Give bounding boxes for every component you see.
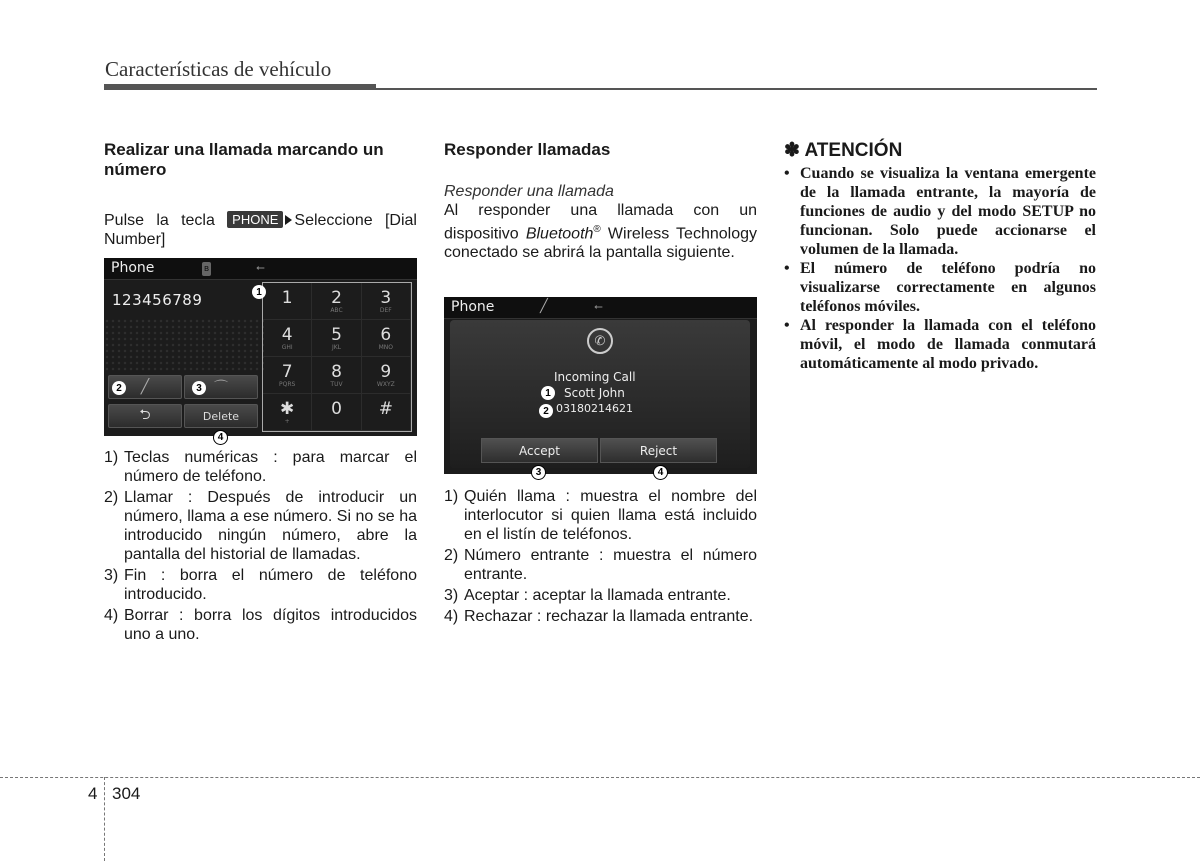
dial-screen [104,258,417,436]
attention-text: Cuando se visualiza la ventana emergente de la llamada entrante, la mayoría de funciones de audio y del modo SETUP no funcionan. Solo puede accionarse el volumen de la llamada. [800,165,1096,258]
key-letters: TUV [330,380,343,388]
list-item [104,566,417,604]
dial-screen-topbar [104,258,417,280]
key-letters: + [284,417,290,425]
attention-item: • El número de teléfono podría no visualizarse correctamente en algunos teléfonos móviles. [784,260,1096,315]
list-item [444,607,757,626]
accept-button-label: Accept [519,443,560,458]
call-handset-icon: ╱ [140,379,150,395]
key-digit: 7 [281,361,293,382]
answer-para-1: Al responder una llamada con un dispositivo [444,202,757,243]
key-9[interactable] [362,357,411,394]
header-rule-thick [104,84,376,90]
key-digit: 4 [281,324,293,345]
item-text: Fin : borra el número de teléfono introducido. [124,567,417,603]
list-item [104,606,417,644]
back-arrow-icon: ⮌ [139,407,151,423]
back-button[interactable] [108,404,182,428]
list-item [444,546,757,584]
key-letters: DEF [379,306,392,314]
item-text: Llamar : Después de introducir un número, llama a ese número. Si no se ha introducido ningún número, abre la pantalla del historial de llamadas. [124,489,417,563]
dialed-number: 123456789 [112,291,203,309]
dial-intro-pre: Pulse la tecla [104,212,215,229]
attention-heading: ✽ ATENCIÓN [784,140,903,161]
item-num: 1) [444,488,459,505]
key-digit: 6 [380,324,392,345]
key-1[interactable] [263,283,312,320]
answer-subheading: Responder una llamada [444,183,614,200]
footer-divider [0,777,1200,778]
key-letters: JKL [331,343,342,351]
item-num: 1) [104,449,119,466]
key-digit: 1 [281,287,293,308]
item-num: 4) [444,608,459,625]
item-text: Número entrante : muestra el número entrante. [464,547,757,583]
accept-button[interactable] [481,438,598,463]
attention-item: • Cuando se visualiza la ventana emergente de la llamada entrante, la mayoría de funciones de audio y del modo SETUP no funcionan. Solo puede accionarse el volumen de la llamada. [784,165,1096,258]
delete-button[interactable] [184,404,258,428]
item-text: Borrar : borra los dígitos introducidos uno a uno. [124,607,417,643]
numeric-keypad [262,282,412,432]
callout-2: 2 [539,404,553,418]
callout-3: 3 [192,381,206,395]
callout-1: 1 [252,285,266,299]
key-5[interactable] [312,320,361,357]
reject-button-label: Reject [639,443,678,458]
callout-4-dial: 4 [213,430,228,445]
list-item [444,487,757,544]
key-letters: ABC [330,306,343,314]
incoming-screen-topbar [444,297,757,319]
column-attention [784,140,1096,373]
column-answer [444,140,757,262]
dial-intro-post: Seleccione [Dial Number] [104,212,417,248]
item-num: 2) [104,489,119,506]
item-text: Rechazar : rechazar la llamada entrante. [464,608,754,625]
list-item [104,488,417,564]
usb-icon: ⭠ [256,261,265,274]
incoming-screen-title: Phone [451,299,495,315]
dial-legend [104,448,417,646]
key-letters: PQRS [279,380,296,388]
item-text: Quién llama : muestra el nombre del interlocutor si quien llama está incluido en el listín de teléfonos. [464,488,757,543]
list-item [104,448,417,486]
callout-2: 2 [112,381,126,395]
key-3[interactable] [362,283,411,320]
callout-3-answer: 3 [531,465,546,480]
incoming-call-label: Incoming Call [554,370,636,384]
column-dial [104,140,417,249]
answer-para-2: Wireless Technology conectado se abrirá la pantalla siguiente. [444,225,757,262]
key-digit: 9 [380,361,392,382]
key-4[interactable] [263,320,312,357]
answer-para-bluetooth: Bluetooth [525,225,594,243]
key-digit: ✱ [280,398,295,419]
phone-key-label: PHONE [227,211,283,228]
dial-heading: Realizar una llamada marcando un número [104,140,384,179]
key-hash[interactable] [362,394,411,431]
attention-list [784,164,1096,373]
item-text: Aceptar : aceptar la llamada entrante. [464,587,731,604]
attention-text: Al responder la llamada con el teléfono móvil, el modo de llamada conmutará automáticamente al modo privado. [800,317,1096,372]
incoming-call-screen [444,297,757,474]
attention-text: El número de teléfono podría no visualizarse correctamente en algunos teléfonos móviles. [800,260,1096,315]
answer-paragraph [444,201,757,262]
key-digit: 3 [380,287,392,308]
arrow-right-icon [285,215,292,225]
delete-button-label: Delete [202,409,240,423]
callout-1: 1 [541,386,555,400]
bluetooth-icon: ʙ [203,264,210,274]
end-handset-icon: ⌒ [214,380,228,396]
key-letters: GHI [281,343,293,351]
item-num: 2) [444,547,459,564]
page-header-title: Características de vehículo [105,57,332,81]
key-digit: 5 [331,324,342,345]
key-2[interactable] [312,283,361,320]
caller-number: 03180214621 [556,402,633,415]
decorative-dots [104,318,264,373]
attention-item: • Al responder la llamada con el teléfono móvil, el modo de llamada conmutará automáticamente al modo privado. [784,317,1096,372]
answer-para-reg: ® [593,224,601,235]
key-digit: 8 [331,361,342,382]
answer-heading: Responder llamadas [444,140,611,159]
header-rule-thin [376,88,1097,90]
item-num: 3) [104,567,119,584]
page-number: 304 [112,784,141,803]
handset-status-icon: ╱ [540,299,548,314]
key-6[interactable] [362,320,411,357]
usb-icon: ⭠ [594,300,603,313]
key-0[interactable] [312,394,361,431]
reject-button[interactable] [600,438,717,463]
chapter-number: 4 [88,784,98,803]
answer-legend [444,487,757,628]
item-num: 4) [104,607,119,624]
footer-vertical-divider [104,777,105,861]
key-letters: MNO [378,343,394,351]
item-text: Teclas numéricas : para marcar el número de teléfono. [124,449,417,485]
caller-name: Scott John [564,386,625,400]
key-digit: # [378,398,393,419]
key-8[interactable] [312,357,361,394]
key-letters: WXYZ [376,380,395,388]
callout-4-answer: 4 [653,465,668,480]
key-digit: 2 [331,287,342,308]
dial-screen-title: Phone [111,260,155,276]
key-digit: 0 [331,398,342,419]
dial-intro [104,211,417,249]
item-num: 3) [444,587,459,604]
list-item [444,586,757,605]
key-star[interactable] [263,394,312,431]
key-7[interactable] [263,357,312,394]
phone-ring-icon: ✆ [587,328,613,354]
